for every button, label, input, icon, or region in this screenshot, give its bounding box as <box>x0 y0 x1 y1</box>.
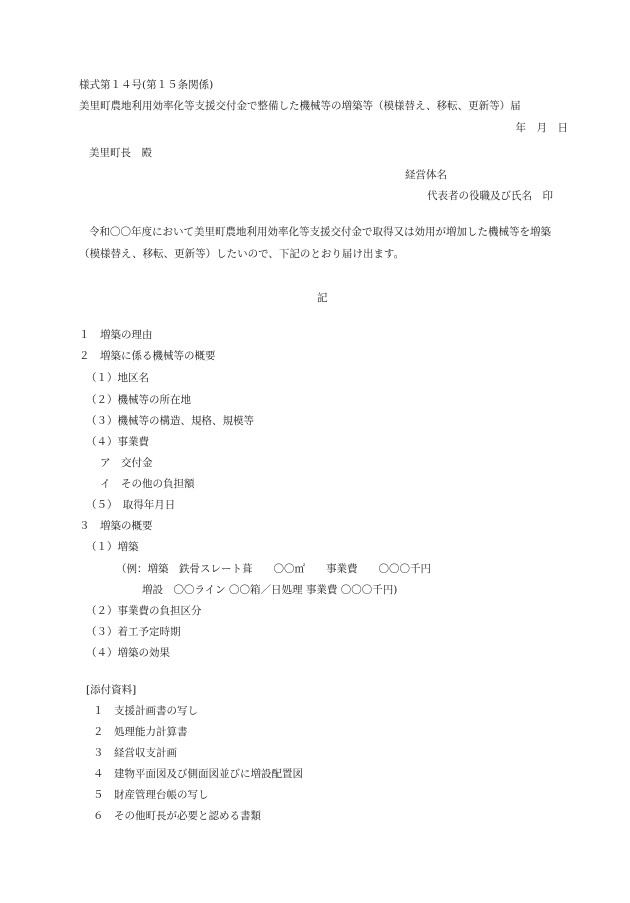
attachments-heading: [添付資料] <box>86 684 137 696</box>
attachment-item: １ 支援計画書の写し <box>93 705 198 717</box>
section-3: ３ 増築の概要 <box>79 520 153 532</box>
attachment-item: ４ 建物平面図及び側面図並びに増設配置図 <box>93 768 303 780</box>
section-2-2: （２）機械等の所在地 <box>86 394 191 406</box>
section-2-4: （４）事業費 <box>86 436 149 448</box>
section-3-2: （２）事業費の負担区分 <box>86 605 202 617</box>
section-3-1: （１）増築 <box>86 541 139 553</box>
section-2: ２ 増築に係る機械等の概要 <box>79 350 216 362</box>
form-title: 美里町農地利用効率化等支援交付金で整備した機械等の増築等（模様替え、移転、更新等）届 <box>79 100 521 112</box>
example-line-2: 増設 〇〇ライン 〇〇箱／日処理 事業費 〇〇〇千円) <box>142 584 398 596</box>
section-2-4-i: イ その他の負担額 <box>100 478 195 490</box>
body-line-1: 令和〇〇年度において美里町農地利用効率化等支援交付金で取得又は効用が増加した機械等を増築 <box>89 226 551 238</box>
section-2-4-a: ア 交付金 <box>100 457 153 469</box>
ki-heading: 記 <box>317 292 328 304</box>
body-line-2: （模様替え、移転、更新等）したいので、下記のとおり届け出ます。 <box>79 248 405 260</box>
section-2-3: （３）機械等の構造、規格、規模等 <box>86 415 254 427</box>
date-line: 年 月 日 <box>515 122 568 134</box>
section-1: １ 増築の理由 <box>79 329 153 341</box>
attachment-item: ２ 処理能力計算書 <box>93 726 188 738</box>
attachment-item: ６ その他町長が必要と認める書類 <box>93 810 261 822</box>
section-3-3: （３）着工予定時期 <box>86 626 181 638</box>
attachment-item: ５ 財産管理台帳の写し <box>93 789 209 801</box>
section-3-4: （４）増築の効果 <box>86 647 170 659</box>
addressee: 美里町長 殿 <box>89 147 152 159</box>
representative-label: 代表者の役職及び氏名 印 <box>427 190 553 202</box>
section-2-1: （１）地区名 <box>86 372 149 384</box>
form-number: 様式第１４号(第１５条関係) <box>79 79 214 91</box>
entity-name-label: 経営体名 <box>405 169 447 181</box>
attachment-item: ３ 経営収支計画 <box>93 747 177 759</box>
section-2-5: （５） 取得年月日 <box>86 499 176 511</box>
example-line-1: （例：増築 鉄骨スレート葺 〇〇㎡ 事業費 〇〇〇千円 <box>116 563 431 575</box>
